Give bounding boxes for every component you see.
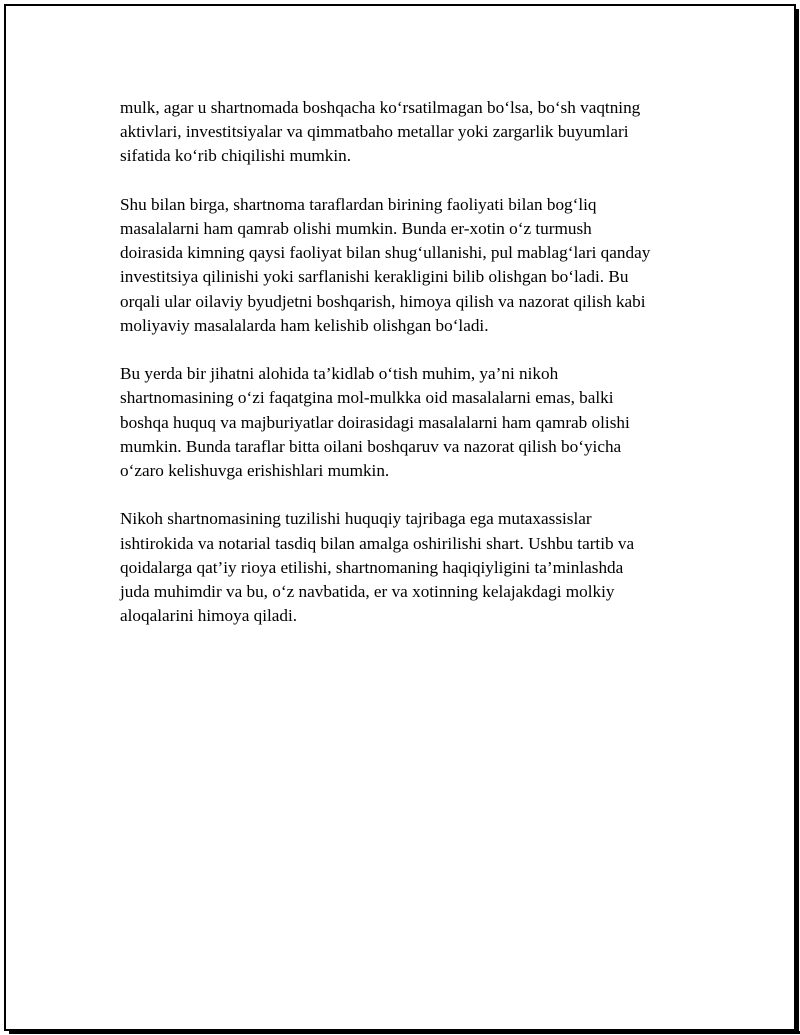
paragraph-3: Bu yerda bir jihatni alohida ta’kidlab o‘tish muhim, ya’ni nikoh shartnomasining o‘zi faqatgina mol-mulkka oid masalalarni emas, balki boshqa huquq va majburiyatlar doirasidagi masalalarni ham qamrab olishi mumkin. Bunda taraflar bitta oilani boshqaruv va nazorat qilish bo‘yicha o‘zaro kelishuvga erishishlari mumkin. xyxy=(120,364,630,481)
document-body xyxy=(120,96,700,653)
paragraph-1: mulk, agar u shartnomada boshqacha ko‘rsatilmagan bo‘lsa, bo‘sh vaqtning aktivlari, investitsiyalar va qimmatbaho metallar yoki zargarlik buyumlari sifatida ko‘rib chiqilishi mumkin. xyxy=(120,98,641,166)
page-border xyxy=(4,4,796,1031)
paragraph-2: Shu bilan birga, shartnoma taraflardan birining faoliyati bilan bog‘liq masalalarni ham qamrab olishi mumkin. Bunda er-xotin o‘z turmush doirasida kimning qaysi faoliyat bilan shug‘ullanishi, pul mablag‘lari qanday investitsiya qilinishi yoki sarflanishi kerakligini bilib olishgan bo‘ladi. Bu orqali ular oilaviy byudjetni boshqarish, himoya qilish va nazorat qilish kabi moliyaviy masalalarda ham kelishib olishgan bo‘ladi. xyxy=(120,194,651,335)
paragraph-4: Nikoh shartnomasining tuzilishi huquqiy tajribaga ega mutaxassislar ishtirokida va notarial tasdiq bilan amalga oshirilishi shart. Ushbu tartib va qoidalarga qat’iy rioya etilishi, shartnomaning haqiqiyligini ta’minlashda juda muhimdir va bu, o‘z navbatida, er va xotinning kelajakdagi molkiy aloqalarini himoya qiladi. xyxy=(120,509,635,626)
